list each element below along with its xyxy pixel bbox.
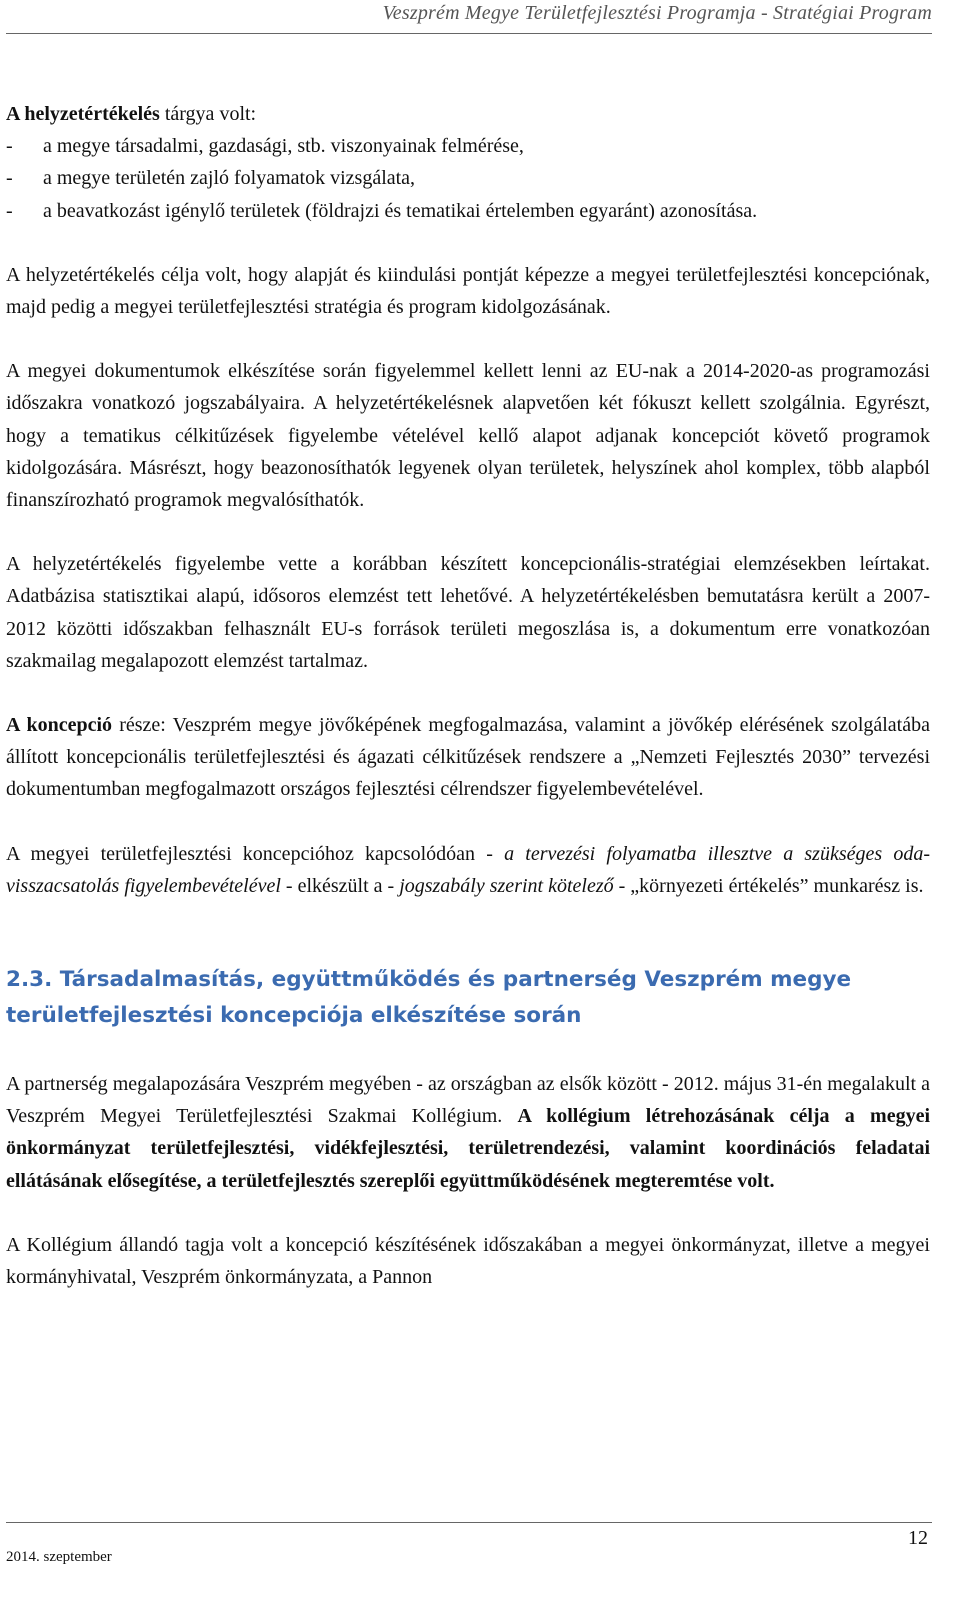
- environmental-text-c: - „környezeti értékelés” munkarész is.: [613, 874, 924, 897]
- environmental-italic-1: a tervezési folyamatba illesztve a szükséges oda-visszacsatolás figyelembevételével: [6, 842, 931, 897]
- intro-bold: A helyzetértékelés: [6, 103, 160, 125]
- concept-rest: része: Veszprém megye jövőképének megfogalmazása, valamint a jövőkép elérésének szolgálatába állított koncepcionális területfejlesztési és ágazati célkitűzések rendszere a „Nemzeti Fejlesztés 2030” tervezési dokumentumban megfogalmazott országos fejlesztési célrendszer figyelembevételével.: [6, 714, 930, 801]
- intro-list: [6, 130, 930, 227]
- paragraph-concept: [6, 709, 930, 806]
- list-item-text: a megye területén zajló folyamatok vizsgálata,: [43, 167, 416, 190]
- paragraph-environmental: [6, 838, 930, 902]
- list-dash: -: [6, 167, 13, 190]
- footer-date: 2014. szeptember: [6, 1549, 112, 1565]
- paragraph-goal: A helyzetértékelés célja volt, hogy alapját és kiindulási pontját képezze a megyei területfejlesztési koncepciónak, majd pedig a megyei területfejlesztési stratégia és program kidolgozásának.: [6, 263, 930, 319]
- running-header: Veszprém Megye Területfejlesztési Programja - Stratégiai Program: [382, 2, 932, 24]
- intro-rest: tárgya volt:: [159, 103, 257, 125]
- page-content: [6, 98, 930, 1293]
- footer-divider: [6, 1522, 932, 1523]
- environmental-italic-2: jogszabály szerint kötelező: [399, 874, 614, 897]
- partnership-text: A partnerség megalapozására Veszprém megyében - az országban az elsők között - 2012. május 31-én megalakult a Veszprém Megyei Területfejlesztési Szakmai Kollégium.: [6, 1073, 930, 1128]
- paragraph-eu-rules: A megyei dokumentumok elkészítése során figyelemmel kellett lenni az EU-nak a 2014-2020-as programozási időszakra vonatkozó jogszabályaira. A helyzetértékelésnek alapvetően két fókuszt kellett szolgálnia. Egyrészt, hogy a tematikus célkitűzések figyelembe vételével kellő alapot adjanak koncepciót követő programok kidolgozására. Másrészt, hogy beazonosíthatók legyenek olyan területek, helyszínek ahol komplex, több alapból finanszírozható programok megvalósíthatók.: [6, 360, 930, 512]
- section-heading: 2.3. Társadalmasítás, együttműködés és partnerség Veszprém megye területfejlesztési koncepciója elkészítése során: [6, 967, 852, 1029]
- list-item-text: a megye társadalmi, gazdasági, stb. viszonyainak felmérése,: [43, 135, 524, 158]
- paragraph-members: A Kollégium állandó tagja volt a koncepció készítésének időszakában a megyei önkormányzat, illetve a megyei kormányhivatal, Veszprém önkormányzata, a Pannon: [6, 1233, 930, 1289]
- list-dash: -: [6, 199, 13, 222]
- environmental-text-a: A megyei területfejlesztési koncepcióhoz kapcsolódóan -: [6, 842, 505, 865]
- concept-bold: A koncepció: [6, 714, 113, 737]
- partnership-bold: A kollégium létrehozásának célja a megyei önkormányzat területfejlesztési, vidékfejlesztési, területrendezési, valamint koordinációs feladatai ellátásának elősegítése, a területfejlesztés szereplői együttműködésének megteremtése volt.: [6, 1105, 931, 1192]
- page-number: 12: [908, 1527, 928, 1549]
- list-item: [6, 130, 930, 162]
- list-dash: -: [6, 135, 13, 158]
- list-item: [6, 195, 930, 227]
- paragraph-partnership: [6, 1068, 930, 1197]
- environmental-text-b: - elkészült a -: [280, 874, 400, 897]
- header-divider: [6, 33, 932, 34]
- list-item: [6, 162, 930, 194]
- paragraph-analysis: A helyzetértékelés figyelembe vette a korábban készített koncepcionális-stratégiai elemzésekben leírtakat. Adatbázisa statisztikai alapú, idősoros elemzést tett lehetővé. A helyzetértékelésben bemutatásra került a 2007-2012 közötti időszakban felhasznált EU-s források területi megoszlása is, a dokumentum erre vonatkozóan szakmailag megalapozott elemzést tartalmaz.: [6, 553, 930, 672]
- list-item-text: a beavatkozást igénylő területek (földrajzi és tematikai értelemben egyaránt) azonosítása.: [43, 199, 758, 222]
- intro-line: [6, 98, 930, 130]
